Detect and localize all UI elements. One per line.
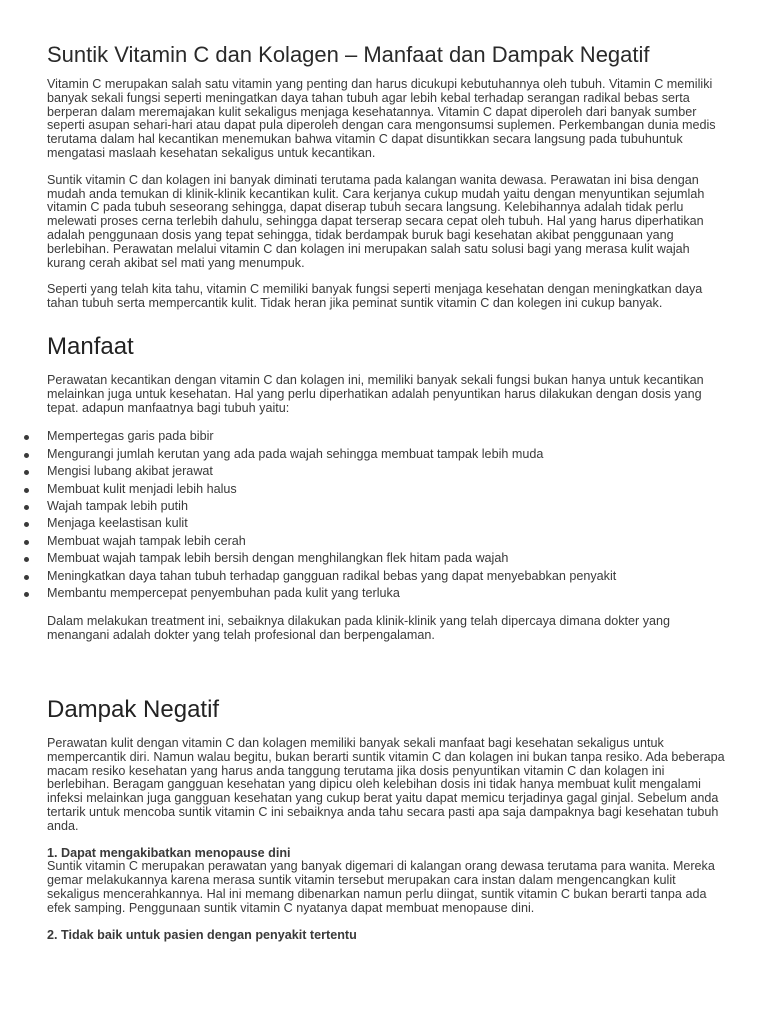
page-title: Suntik Vitamin C dan Kolagen – Manfaat dan Dampak Negatif (47, 42, 650, 67)
list-item: Meningkatkan daya tahan tubuh terhadap gangguan radikal bebas yang dapat menyebabkan penyakit (47, 568, 725, 585)
intro-paragraph-3: Seperti yang telah kita tahu, vitamin C memiliki banyak fungsi seperti menjaga kesehatan dengan meningkatkan daya tahan tubuh serta mempercantik kulit. Tidak heran jika peminat suntik vitamin C dan kolegen ini cukup banyak. (47, 282, 703, 311)
section-heading-manfaat: Manfaat (47, 332, 134, 360)
manfaat-closing: Dalam melakukan treatment ini, sebaiknya dilakukan pada klinik-klinik yang telah dipercaya dimana dokter yang menangani adalah dokter yang telah profesional dan berpengalaman. (47, 614, 671, 643)
list-item: Mempertegas garis pada bibir (47, 428, 725, 445)
list-item: Wajah tampak lebih putih (47, 498, 725, 515)
list-item: Membuat wajah tampak lebih cerah (47, 533, 725, 550)
list-item: Mengisi lubang akibat jerawat (47, 463, 725, 480)
manfaat-intro: Perawatan kecantikan dengan vitamin C dan kolagen ini, memiliki banyak sekali fungsi bukan hanya untuk kecantikan melainkan juga untuk kesehatan. Hal yang perlu diperhatikan adalah penyuntikan harus dilakukan dengan dosis yang tepat. adapun manfaatnya bagi tubuh yaitu: (47, 372, 704, 415)
article-content (47, 42, 725, 955)
dampak-point-1-body: Suntik vitamin C merupakan perawatan yang banyak digemari di kalangan orang dewasa terutama para wanita. Mereka gemar melakukannya karena merasa suntik vitamin tersebut merupakan cara instan dalam mengencangkan kulit sekaligus mencerahkannya. Hal ini memang dibenarkan namun perlu diingat, suntik vitamin C bukan berarti tanpa ada efek samping. Penggunaan suntik vitamin C nyatanya dapat membuat menopause dini. (47, 859, 715, 915)
intro-paragraph-2: Suntik vitamin C dan kolagen ini banyak diminati terutama pada kalangan wanita dewasa. Perawatan ini bisa dengan mudah anda temukan di klinik-klinik kecantikan kulit. Cara kerjanya cukup mudah yaitu dengan menyuntikan sejumlah vitamin C pada tubuh seseorang sehingga, dapat diserap tubuh secara langsung. Kelebihannya adalah tidak perlu melewati proses cerna terlebih dahulu, sehingga dapat terserap secara cepat oleh tubuh. Hal yang harus diperhatikan adalah penggunaan dosis yang tepat sehingga, tidak berdampak buruk bagi kesehatan akibat penggunaan yang berlebihan. Perawatan melalui vitamin C dan kolagen ini merupakan salah satu solusi bagi yang merasa kulit wajah kurang cerah akibat sel mati yang menumpuk. (47, 172, 705, 270)
list-item: Membantu mempercepat penyembuhan pada kulit yang terluka (47, 585, 725, 602)
dampak-intro: Perawatan kulit dengan vitamin C dan kolagen memiliki banyak sekali manfaat bagi kesehatan sekaligus untuk mempercantik diri. Namun walau begitu, bukan berarti suntik vitamin C dan kolagen ini bukan tanpa resiko. Ada beberapa macam resiko kesehatan yang harus anda tanggung terutama jika dosis penyuntikan vitamin C dan kolagen ini berlebihan. Beragam gangguan kesehatan yang dipicu oleh kelebihan dosis ini tidak hanya membuat kulit mengalami infeksi melainkan juga gangguan kesehatan yang cukup berat yaitu dapat memicu terjadinya gagal ginjal. Sebelum anda tertarik untuk mencoba suntik vitamin C ini sebaiknya anda tahu secara pasti apa saja dampaknya bagi kesehatan tubuh anda. (47, 736, 725, 833)
list-item: Mengurangi jumlah kerutan yang ada pada wajah sehingga membuat tampak lebih muda (47, 446, 725, 463)
dampak-point-2-title: 2. Tidak baik untuk pasien dengan penyakit tertentu (47, 927, 357, 942)
dampak-point-1 (47, 847, 725, 916)
dampak-point-2 (47, 929, 725, 943)
intro-paragraph-1: Vitamin C merupakan salah satu vitamin yang penting dan harus dicukupi kebutuhannya oleh tubuh. Vitamin C memiliki banyak sekali fungsi seperti meningatkan daya tahan tubuh agar lebih kebal terhadap serangan radikal bebas serta berperan dalam meremajakan kulit sekaligus menjaga kesehatannya. Vitamin C dapat diperoleh dari banyak sumber seperti asupan sehari-hari atau dapat pula diperoleh dengan cara mengonsumsi suplemen. Perkembangan dunia medis terutama dalam hal kecantikan menemukan bahwa vitamin C dapat disuntikkan secara langsung pada tubuhuntuk mengatasi maslaah kesehatan sekaligus untuk kecantikan. (47, 77, 716, 160)
list-item: Menjaga keelastisan kulit (47, 515, 725, 532)
manfaat-list (47, 428, 725, 602)
list-item: Membuat wajah tampak lebih bersih dengan menghilangkan flek hitam pada wajah (47, 550, 725, 567)
list-item: Membuat kulit menjadi lebih halus (47, 481, 725, 498)
section-heading-dampak-negatif: Dampak Negatif (47, 696, 220, 723)
dampak-point-1-title: 1. Dapat mengakibatkan menopause dini (47, 845, 291, 860)
